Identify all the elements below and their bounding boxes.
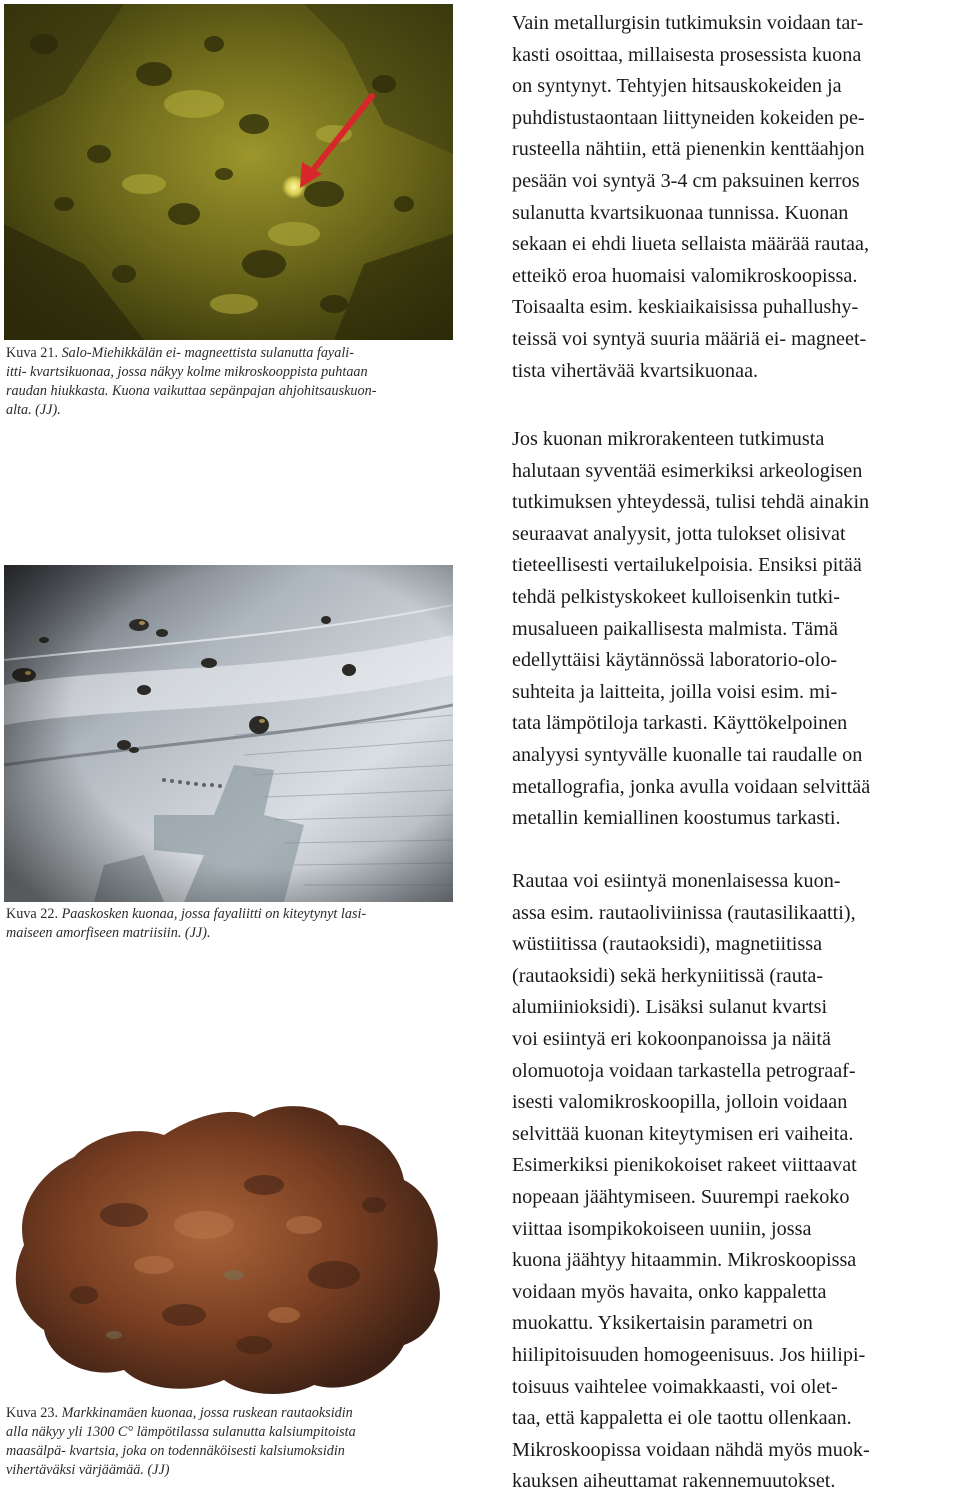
text-line: on syntynyt. Tehtyjen hitsauskokeiden ja xyxy=(512,75,842,98)
text-line: voidaan myös havaita, onko kappaletta xyxy=(512,1280,827,1303)
caption-figure-23 xyxy=(6,1404,446,1480)
micrograph-fayalite-image xyxy=(4,565,453,902)
text-line: Mikroskoopissa voidaan nähdä myös muok- xyxy=(512,1438,870,1461)
caption-figure-22 xyxy=(6,905,446,943)
text-line: metallin kemiallinen koostumus tarkasti. xyxy=(512,807,841,830)
caption-text: Markkinamäen kuonaa, jossa ruskean rautaoksidin xyxy=(61,1405,353,1421)
text-line: kasti osoittaa, millaisesta prosessista kuona xyxy=(512,43,862,66)
body-paragraph-1 xyxy=(512,8,958,387)
text-line: nopeaan jäähtymiseen. Suurempi raekoko xyxy=(512,1185,850,1208)
text-line: olomuotoja voidaan tarkastella petrograaf- xyxy=(512,1059,856,1082)
text-line: kuona jäähtyy hitaammin. Mikroskoopissa xyxy=(512,1249,857,1272)
text-line: tutkimuksen yhteydessä, tulisi tehdä ainakin xyxy=(512,491,870,514)
text-line: toisuus vaihtelee voimakkaasti, voi olet- xyxy=(512,1375,838,1398)
text-line: tista vihertävää kvartsikuonaa. xyxy=(512,359,759,382)
text-line: halutaan syventää esimerkiksi arkeologisen xyxy=(512,459,863,482)
caption-text: itti- kvartsikuonaa, jossa näkyy kolme mikroskooppista puhtaan xyxy=(6,364,368,380)
text-line: musalueen paikallisesta malmista. Tämä xyxy=(512,617,838,640)
text-line: sekaan ei ehdi liueta sellaista määrää rautaa, xyxy=(512,233,870,256)
caption-text: alta. (JJ). xyxy=(6,402,61,418)
text-line: (rautaoksidi) sekä herkyniitissä (rauta- xyxy=(512,964,824,987)
text-line: seuraavat analyysit, jotta tulokset olisivat xyxy=(512,522,846,545)
text-line: etteikö eroa huomaisi valomikroskoopissa. xyxy=(512,264,858,287)
body-paragraph-3 xyxy=(512,866,958,1498)
text-line: wüstiitissa (rautaoksidi), magnetiitissa xyxy=(512,933,823,956)
text-line: viittaa isompikokoiseen uuniin, jossa xyxy=(512,1217,812,1240)
text-line: Jos kuonan mikrorakenteen tutkimusta xyxy=(512,428,825,450)
caption-text: Paaskosken kuonaa, jossa fayaliitti on kiteytynyt lasi- xyxy=(61,906,367,922)
caption-text: raudan hiukkasta. Kuona vaikuttaa sepänpajan ahjohitsauskuon- xyxy=(6,383,377,399)
caption-text: Salo-Miehikkälän ei- magneettista sulanutta fayali- xyxy=(61,345,354,361)
caption-text: maasälpä- kvartsia, joka on todennäköisesti kalsiumoksidin xyxy=(6,1443,345,1459)
text-line: selvittää kuonan kiteytymisen eri vaiheita. xyxy=(512,1122,854,1145)
caption-text: vihertäväksi värjäämää. (JJ) xyxy=(6,1462,170,1478)
caption-label: Kuva 23. xyxy=(6,1405,59,1421)
text-line: voi esiintyä eri kokoonpanoissa ja näitä xyxy=(512,1027,831,1050)
caption-label: Kuva 21. xyxy=(6,345,59,361)
text-line: isesti valomikroskoopilla, jolloin voidaan xyxy=(512,1091,848,1114)
slag-lump-image xyxy=(4,1095,453,1405)
text-line: Toisaalta esim. keskiaikaisissa puhallushy- xyxy=(512,296,859,319)
text-line: alumiinioksidi). Lisäksi sulanut kvartsi xyxy=(512,996,828,1019)
text-line: puhdistustaontaan liittyneiden kokeiden pe- xyxy=(512,106,865,129)
text-line: sulanutta kvartsikuonaa tunnissa. Kuonan xyxy=(512,201,849,224)
text-line: analyysi syntyvälle kuonalle tai raudalle on xyxy=(512,743,863,766)
text-line: rusteella nähtiin, että pienenkin kenttäahjon xyxy=(512,138,865,161)
text-line: taa, että kappaletta ei ole taottu ollenkaan. xyxy=(512,1407,852,1430)
caption-figure-21 xyxy=(6,344,446,420)
figure-21-micrograph xyxy=(4,4,453,340)
text-line: tehdä pelkistyskokeet kulloisenkin tutki- xyxy=(512,585,840,608)
body-paragraph-2 xyxy=(512,424,958,835)
text-line: suhteita ja laitteita, joilla voisi esim. mi- xyxy=(512,680,838,703)
text-line: Vain metallurgisin tutkimuksin voidaan tar- xyxy=(512,12,864,34)
figure-22-micrograph xyxy=(4,565,453,902)
text-line: teissä voi syntyä suuria määriä ei- magneet- xyxy=(512,327,867,350)
figure-23-photo xyxy=(4,1095,453,1405)
text-line: Esimerkiksi pienikokoiset rakeet viittaavat xyxy=(512,1154,857,1177)
text-line: pesään voi syntyä 3-4 cm paksuinen kerros xyxy=(512,169,860,192)
text-line: edellyttäisi käytännössä laboratorio-olo- xyxy=(512,649,838,672)
text-line: muokattu. Yksikertaisin parametri on xyxy=(512,1312,813,1335)
caption-label: Kuva 22. xyxy=(6,906,59,922)
text-line: tieteellisesti vertailukelpoisia. Ensiksi pitää xyxy=(512,554,862,577)
caption-text: alla näkyy yli 1300 C° lämpötilassa sulanutta kalsiumpitoista xyxy=(6,1424,356,1440)
micrograph-slag-image xyxy=(4,4,453,340)
text-line: assa esim. rautaoliviinissa (rautasilikaatti), xyxy=(512,901,856,924)
caption-text: maiseen amorfiseen matriisiin. (JJ). xyxy=(6,925,211,941)
text-line: tata lämpötiloja tarkasti. Käyttökelpoinen xyxy=(512,712,848,735)
text-line: hiilipitoisuuden homogeenisuus. Jos hiilipi- xyxy=(512,1343,866,1366)
text-line: metallografia, jonka avulla voidaan selvittää xyxy=(512,775,871,798)
text-line: Rautaa voi esiintyä monenlaisessa kuon- xyxy=(512,870,841,892)
text-line: kauksen aiheuttamat rakennemuutokset. xyxy=(512,1470,836,1493)
